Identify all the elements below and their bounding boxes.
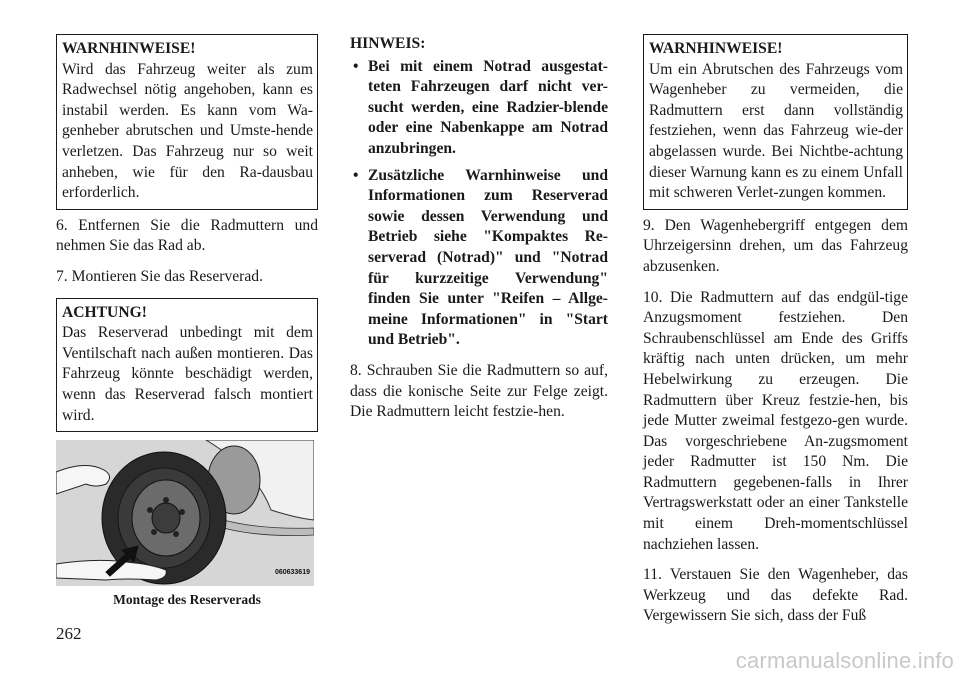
note-list — [350, 57, 608, 351]
figure-number: 060633619 — [274, 568, 310, 576]
step-10: 10. Die Radmuttern auf das endgül-tige Anzugsmoment festziehen. Den Schraubenschlüssel am Ende des Griffs kräftig nach unten drücken, um mehr Hebelwirkung zu erzeugen. Die Radmuttern über Kreuz festzie-hen, bis jede Mutter zweimal festgezo-gen wurde. Das vorgeschriebene An-zugsmoment jeder Radmutter ist 150 Nm. Die Radmuttern gegebenen-falls in Ihrer Vertragswerkstatt oder an einer Tankstelle mit einem Dreh-momentschlüssel nachziehen lassen. — [643, 288, 908, 553]
step-7: 7. Montieren Sie das Reserverad. — [56, 267, 263, 285]
note-item: • Zusätzliche Warnhinweise und Informationen zum Reserverad sowie dessen Verwendung und Betrieb siehe "Kompaktes Re-serverad (Notrad)" und "Notrad für kurzzeitige Verwendung" finden Sie unter "Reifen – Allge-meine Informationen" in "Start und Betrieb". — [350, 166, 608, 351]
warning-box-lug-nuts — [643, 34, 908, 210]
spare-wheel-illustration — [56, 440, 314, 586]
caution-heading: ACHTUNG! — [62, 303, 147, 321]
caution-box-valve-stem — [56, 298, 318, 433]
column-left — [56, 34, 318, 611]
watermark: carmanualsonline.info — [735, 648, 954, 673]
column-right — [643, 34, 908, 637]
note-item: • Bei mit einem Notrad ausgestat-teten Fahrzeugen darf nicht ver-sucht werden, eine Radzier-blende oder eine Nabenkappe am Notrad anzubringen. — [350, 57, 608, 160]
figure-caption: Montage des Reserverads — [113, 592, 261, 608]
warning-heading: WARNHINWEISE! — [649, 40, 783, 57]
step-8: 8. Schrauben Sie die Radmuttern so auf, dass die konische Seite zur Felge zeigt. Die Radmuttern leicht festzie-hen. — [350, 361, 608, 421]
page-number: 262 — [56, 624, 82, 643]
step-6: 6. Entfernen Sie die Radmuttern und nehmen Sie das Rad ab. — [56, 216, 318, 255]
caution-text: Das Reserverad unbedingt mit dem Ventilschaft nach außen montieren. Das Fahrzeug könnte beschädigt werden, wenn das Reserverad falsch montiert wird. — [62, 324, 313, 424]
column-middle — [350, 34, 608, 433]
step-9: 9. Den Wagenhebergriff entgegen dem Uhrzeigersinn drehen, um das Fahrzeug abzusenken. — [643, 216, 908, 275]
warning-text: Wird das Fahrzeug weiter als zum Radwechsel nötig angehoben, kann es instabil werden. Es kann vom Wa-genheber abrutschen und Umste-hende verletzen. Das Fahrzeug nur so weit anheben, wie für den Ra-dausbau erforderlich. — [62, 60, 313, 202]
warning-heading: WARNHINWEISE! — [62, 40, 196, 57]
warning-text: Um ein Abrutschen des Fahrzeugs vom Wagenheber zu vermeiden, die Radmuttern erst dann vollständig festziehen, wenn das Fahrzeug wie-der abgelassen wurde. Bei Nichtbe-achtung dieser Warnung kann es zu einem Unfall mit schweren Verlet-zungen kommen. — [649, 60, 903, 202]
warning-box-jack-height — [56, 34, 318, 210]
note-heading: HINWEIS: — [350, 35, 426, 52]
step-11: 11. Verstauen Sie den Wagenheber, das Werkzeug und das defekte Rad. Vergewissern Sie sich, dass der Fuß — [643, 566, 908, 625]
